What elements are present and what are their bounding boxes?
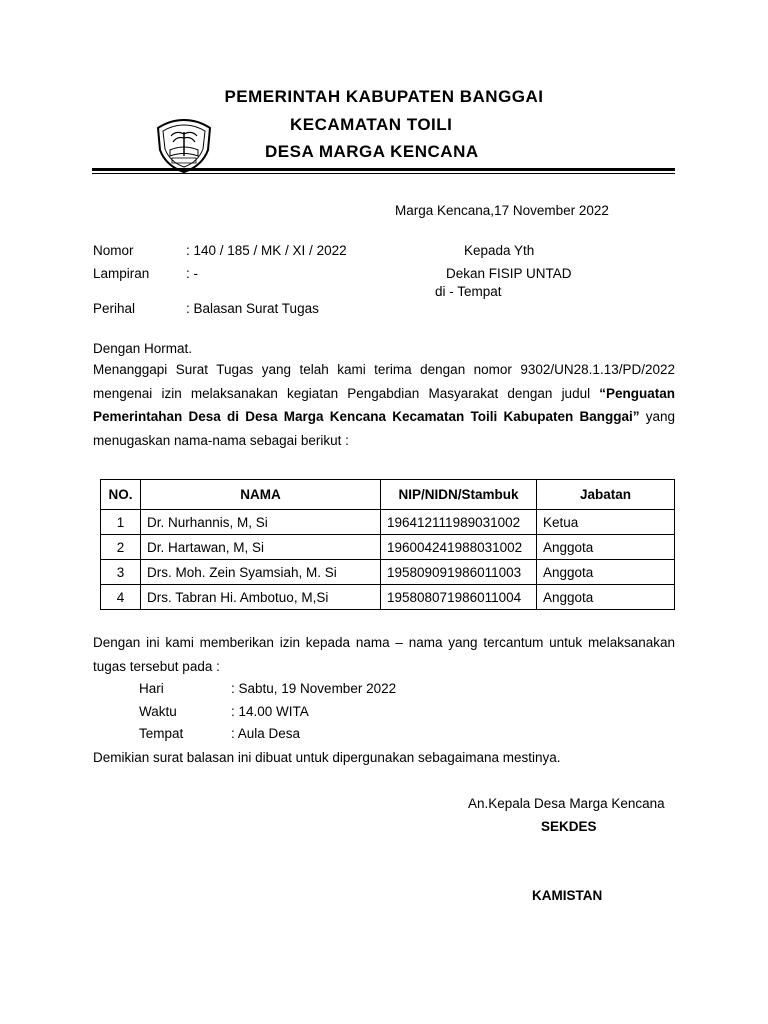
row-no: 2 [101, 535, 141, 560]
signature-name: KAMISTAN [532, 888, 603, 903]
table-row [101, 535, 675, 560]
members-table [100, 479, 675, 610]
perihal-label: Perihal [93, 301, 136, 316]
nomor-value: : 140 / 185 / MK / XI / 2022 [186, 243, 347, 258]
lampiran-value: : - [186, 266, 198, 281]
col-header-nip: NIP/NIDN/Stambuk [381, 480, 537, 510]
row-jabatan: Ketua [537, 510, 675, 535]
col-header-jabatan: Jabatan [537, 480, 675, 510]
letterhead-rule-thin [92, 173, 675, 174]
body-paragraph-2: Dengan ini kami memberikan izin kepada nama – nama yang tercantum untuk melaksanakan tugas tersebut pada : [93, 635, 675, 674]
body-paragraph-1 [93, 358, 675, 452]
row-no: 3 [101, 560, 141, 585]
tempat-value: : Aula Desa [231, 726, 301, 741]
row-nama: Drs. Moh. Zein Syamsiah, M. Si [141, 560, 381, 585]
table-row [101, 510, 675, 535]
letterhead-line-2: KECAMATAN TOILI [290, 115, 453, 134]
activity-title: “Penguatan Pemerintahan Desa di Desa Marga Kencana Kecamatan Toili Kabupaten Banggai” [93, 385, 675, 424]
table-header-row [101, 480, 675, 510]
row-jabatan: Anggota [537, 560, 675, 585]
row-nip: 195808071986011004 [381, 585, 537, 610]
place-date: Marga Kencana,17 November 2022 [395, 203, 609, 218]
letterhead-line-1: PEMERINTAH KABUPATEN BANGGAI [224, 87, 544, 106]
nomor-label: Nomor [93, 243, 134, 258]
row-jabatan: Anggota [537, 585, 675, 610]
hari-value: : Sabtu, 19 November 2022 [231, 681, 397, 696]
body-paragraph-1-start: Menanggapi Surat Tugas yang telah kami terima dengan nomor 9302/UN28.1.13/PD/2022 mengenai izin melaksanakan kegiatan Pengabdian Masyarakat dengan judul [93, 362, 675, 401]
row-no: 1 [101, 510, 141, 535]
table-row [101, 585, 675, 610]
perihal-value: : Balasan Surat Tugas [186, 301, 319, 316]
row-nama: Dr. Nurhannis, M, Si [141, 510, 381, 535]
row-nama: Drs. Tabran Hi. Ambotuo, M,Si [141, 585, 381, 610]
banggai-regency-crest-icon [152, 114, 216, 176]
table-row [101, 560, 675, 585]
hari-label: Hari [139, 681, 164, 696]
row-nip: 196004241988031002 [381, 535, 537, 560]
row-no: 4 [101, 585, 141, 610]
col-header-nama: NAMA [141, 480, 381, 510]
waktu-value: : 14.00 WITA [231, 704, 309, 719]
signature-on-behalf: An.Kepala Desa Marga Kencana [468, 796, 665, 811]
body-paragraph-1-end: yang menugaskan nama-nama sebagai berikut : [93, 409, 676, 448]
recipient-name: Dekan FISIP UNTAD [446, 266, 572, 281]
recipient-location: di - Tempat [435, 284, 502, 299]
col-header-no: NO. [101, 480, 141, 510]
lampiran-label: Lampiran [93, 266, 150, 281]
row-jabatan: Anggota [537, 535, 675, 560]
row-nip: 195809091986011003 [381, 560, 537, 585]
row-nama: Dr. Hartawan, M, Si [141, 535, 381, 560]
salutation: Dengan Hormat. [93, 341, 193, 356]
letterhead-rule-thick [92, 168, 675, 171]
row-nip: 196412111989031002 [381, 510, 537, 535]
tempat-label: Tempat [139, 726, 184, 741]
letterhead-line-3: DESA MARGA KENCANA [265, 142, 479, 161]
waktu-label: Waktu [139, 704, 177, 719]
closing-statement: Demikian surat balasan ini dibuat untuk dipergunakan sebagaimana mestinya. [93, 750, 561, 765]
recipient-greeting: Kepada Yth [464, 243, 535, 258]
signature-position: SEKDES [541, 819, 597, 834]
